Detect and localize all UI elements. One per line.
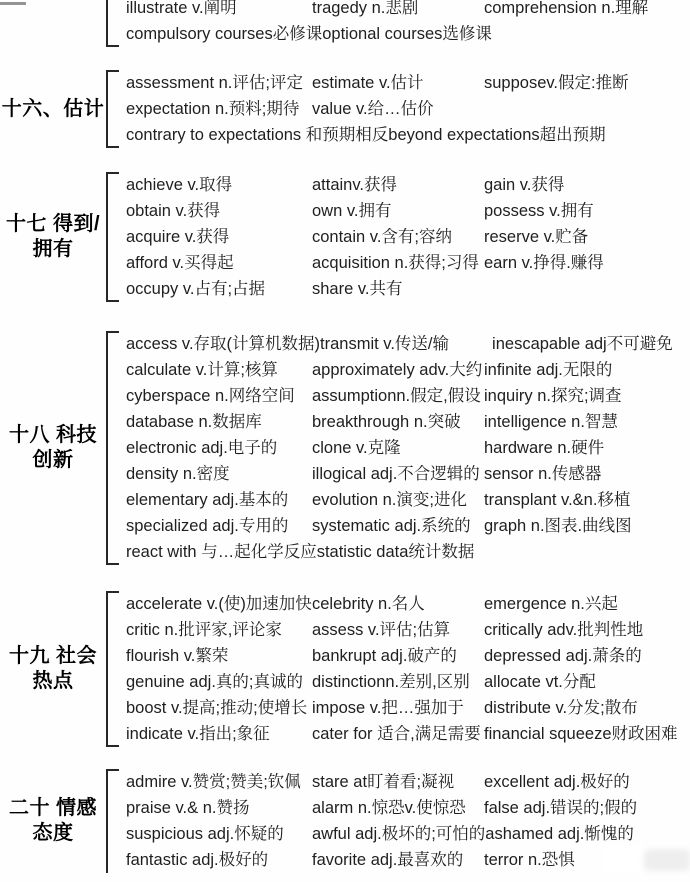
- word-line: [126, 172, 604, 198]
- word-entry: afford v.买得起: [126, 254, 234, 272]
- word-entry: assess v.评估;估算: [312, 621, 451, 639]
- word-entry: acquire v.获得: [126, 228, 230, 246]
- word-entry: evolution n.演变;进化: [312, 491, 467, 509]
- word-entry: indicate v.指出;象征: [126, 725, 270, 743]
- word-line: [126, 224, 604, 250]
- word-entry: illogical adj.不合逻辑的: [312, 465, 480, 483]
- word-line: [126, 821, 637, 847]
- word-entry: fantastic adj.极好的: [126, 851, 269, 869]
- section-label: [0, 97, 106, 122]
- word-entry: suspicious adj.怀疑的: [126, 825, 284, 843]
- word-entry: critically adv.批判性地: [484, 621, 644, 639]
- word-line: [126, 617, 678, 643]
- word-line: [126, 847, 637, 873]
- section-label-line: 态度: [32, 822, 74, 844]
- word-entry: critic n.批评家,评论家: [126, 621, 282, 639]
- word-entry: transmit v.传送/输: [320, 335, 450, 353]
- word-entry: achieve v.取得: [126, 176, 233, 194]
- word-entry: database n.数据库: [126, 413, 262, 431]
- word-entry: access v.存取(计算机数据): [126, 335, 321, 353]
- word-entry: beyond expectations超出预期: [388, 126, 606, 144]
- word-line: [126, 122, 629, 148]
- word-line: [126, 96, 629, 122]
- word-entry: flourish v.繁荣: [126, 647, 229, 665]
- word-entry: density n.密度: [126, 465, 230, 483]
- section-bracket: [106, 769, 122, 873]
- word-entry: alarm n.惊恐v.使惊恐: [312, 799, 466, 817]
- word-entry: earn v.挣得.赚得: [484, 254, 604, 272]
- section-label: [0, 423, 106, 473]
- word-entry: stare at盯着看;凝视: [312, 773, 455, 791]
- word-line: [126, 435, 673, 461]
- word-line: [126, 21, 648, 47]
- word-entry: distribute v.分发;散布: [484, 699, 638, 717]
- word-entry: excellent adj.极好的: [484, 773, 630, 791]
- word-entry: false adj.错误的;假的: [484, 799, 638, 817]
- word-entry: optional courses选修课: [322, 25, 492, 43]
- section-label: [0, 644, 106, 694]
- word-line: [126, 409, 673, 435]
- section-lines: [126, 172, 604, 302]
- section-label-line: 十七 得到/: [5, 213, 101, 235]
- word-entry: clone v.克隆: [312, 439, 401, 457]
- section-label: [0, 212, 106, 262]
- word-entry: compulsory courses必修课: [126, 25, 323, 43]
- section-label-line: 十六、估计: [1, 97, 105, 120]
- word-entry: specialized adj.专用的: [126, 517, 289, 535]
- word-entry: estimate v.估计: [312, 74, 424, 92]
- word-entry: value v.给…估价: [312, 100, 434, 118]
- section-bracket: [106, 591, 122, 747]
- word-entry: graph n.图表.曲线图: [484, 517, 632, 535]
- word-entry: contrary to expectations 和预期相反: [126, 126, 389, 144]
- section-label-line: 二十 情感: [8, 797, 98, 819]
- word-entry: breakthrough n.突破: [312, 413, 461, 431]
- word-entry: react with 与…起化学反应: [126, 543, 317, 561]
- word-entry: inescapable adj不可避免: [492, 335, 673, 353]
- word-entry: assessment n.评估;评定: [126, 74, 303, 92]
- word-line: [126, 695, 678, 721]
- section-16-estimate: [0, 70, 690, 148]
- word-line: [126, 276, 604, 302]
- word-entry: infinite adj.无限的: [484, 361, 613, 379]
- word-entry: transplant v.&n.移植: [484, 491, 631, 509]
- word-entry: boost v.提高;推动;使增长: [126, 699, 308, 717]
- section-lines: [126, 331, 673, 565]
- section-20-emotion-attitude: [0, 769, 690, 873]
- word-entry: accelerate v.(使)加速加快: [126, 595, 312, 613]
- word-entry: cyberspace n.网络空间: [126, 387, 295, 405]
- section-partial-top: [0, 0, 690, 47]
- word-line: [126, 795, 637, 821]
- word-entry: awful adj.极坏的;可怕的: [312, 825, 486, 843]
- word-entry: assumptionn.假定,假设: [312, 387, 481, 405]
- word-entry: favorite adj.最喜欢的: [312, 851, 464, 869]
- word-entry: tragedy n.悲剧: [312, 0, 419, 17]
- section-lines: [126, 70, 629, 148]
- word-entry: distinctionn.差别,区别: [312, 673, 470, 691]
- word-entry: occupy v.占有;占据: [126, 280, 266, 298]
- word-line: [126, 250, 604, 276]
- section-label-line: 拥有: [32, 238, 74, 260]
- word-entry: comprehension n.理解: [484, 0, 649, 17]
- section-lines: [126, 591, 678, 747]
- word-entry: inquiry n.探究;调查: [484, 387, 622, 405]
- word-entry: expectation n.预料;期待: [126, 100, 300, 118]
- word-entry: calculate v.计算;核算: [126, 361, 278, 379]
- word-entry: sensor n.传感器: [484, 465, 602, 483]
- word-line: [126, 383, 673, 409]
- word-entry: approximately adv.大约: [312, 361, 483, 379]
- word-entry: admire v.赞赏;赞美;钦佩: [126, 773, 301, 791]
- watermark-smudge-gray: [644, 849, 690, 871]
- section-bracket: [106, 0, 122, 47]
- word-line: [126, 487, 673, 513]
- word-line: [126, 721, 678, 747]
- section-17-obtain-possess: [0, 172, 690, 302]
- word-entry: share v.共有: [312, 280, 403, 298]
- word-line: [126, 591, 678, 617]
- word-entry: systematic adj.系统的: [312, 517, 471, 535]
- word-line: [126, 198, 604, 224]
- word-line: [126, 331, 673, 357]
- word-line: [126, 643, 678, 669]
- word-entry: emergence n.兴起: [484, 595, 618, 613]
- word-entry: reserve v.贮备: [484, 228, 589, 246]
- section-label-line: 十八 科技: [8, 424, 98, 446]
- section-label-line: 创新: [32, 449, 74, 471]
- word-line: [126, 539, 673, 565]
- word-entry: hardware n.硬件: [484, 439, 605, 457]
- section-19-social-hotspots: [0, 591, 690, 747]
- word-entry: own v.拥有: [312, 202, 392, 220]
- word-entry: celebrity n.名人: [312, 595, 425, 613]
- section-label: [0, 796, 106, 846]
- word-entry: elementary adj.基本的: [126, 491, 289, 509]
- word-line: [126, 70, 629, 96]
- word-line: [126, 461, 673, 487]
- word-entry: statistic data统计数据: [316, 543, 475, 561]
- word-entry: attainv.获得: [312, 176, 397, 194]
- word-entry: bankrupt adj.破产的: [312, 647, 457, 665]
- word-entry: financial squeeze财政困难: [484, 725, 678, 743]
- word-entry: illustrate v.阐明: [126, 0, 237, 17]
- word-entry: supposev.假定:推断: [484, 74, 629, 92]
- word-entry: cater for 适合,满足需要: [312, 725, 481, 743]
- word-entry: allocate vt.分配: [484, 673, 596, 691]
- word-line: [126, 769, 637, 795]
- word-entry: impose v.把…强加于: [312, 699, 464, 717]
- section-lines: [126, 0, 648, 47]
- word-entry: possess v.拥有: [484, 202, 594, 220]
- word-entry: terror n.恐惧: [484, 851, 575, 869]
- section-bracket: [106, 70, 122, 148]
- word-entry: praise v.& n.赞扬: [126, 799, 250, 817]
- word-entry: contain v.含有;容纳: [312, 228, 452, 246]
- section-bracket: [106, 331, 122, 565]
- word-entry: ashamed adj.惭愧的: [485, 825, 634, 843]
- word-entry: electronic adj.电子的: [126, 439, 278, 457]
- word-line: [126, 513, 673, 539]
- word-entry: depressed adj.萧条的: [484, 647, 642, 665]
- word-entry: genuine adj.真的;真诚的: [126, 673, 303, 691]
- section-bracket: [106, 172, 122, 302]
- word-line: [126, 0, 648, 21]
- word-line: [126, 357, 673, 383]
- word-line: [126, 669, 678, 695]
- section-lines: [126, 769, 637, 873]
- word-entry: intelligence n.智慧: [484, 413, 618, 431]
- section-label-line: 十九 社会: [8, 645, 98, 667]
- word-entry: obtain v.获得: [126, 202, 221, 220]
- section-18-technology-innovation: [0, 331, 690, 565]
- section-label-line: 热点: [32, 670, 74, 692]
- word-entry: acquisition n.获得;习得: [312, 254, 479, 272]
- word-entry: gain v.获得: [484, 176, 565, 194]
